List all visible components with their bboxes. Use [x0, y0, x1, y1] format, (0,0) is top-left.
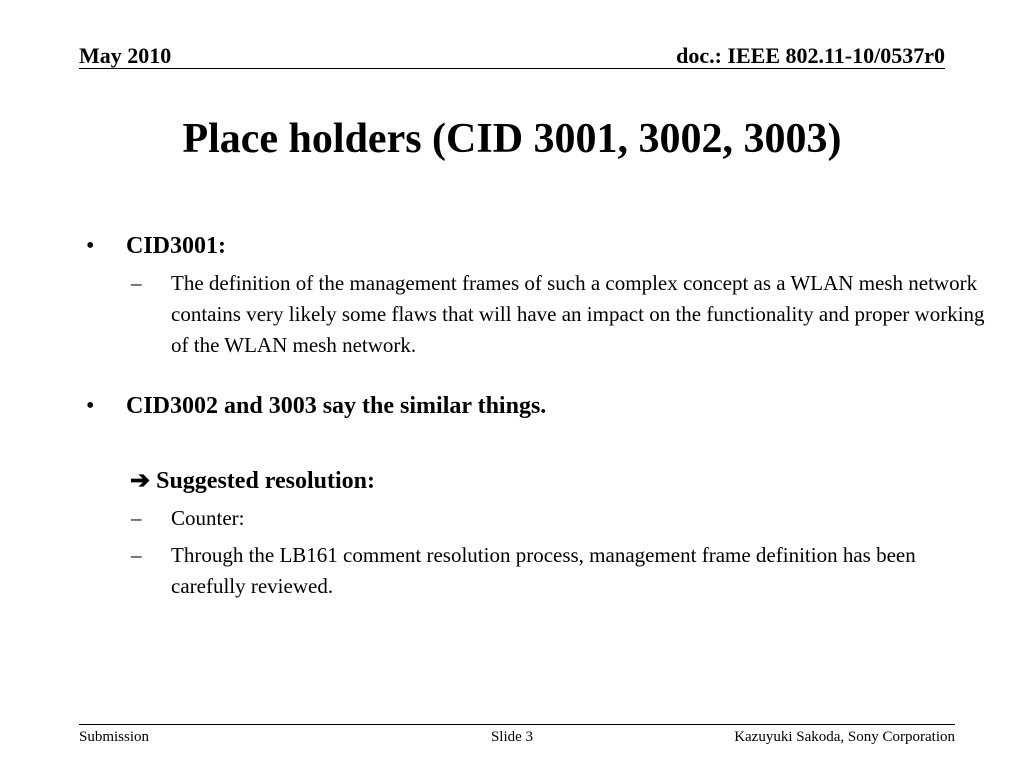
bullet-icon: • [86, 393, 95, 419]
slide-content [86, 230, 986, 602]
resolution-heading-text: Suggested resolution: [156, 468, 376, 494]
bullet-item-cid3001 [86, 230, 986, 262]
header-rule [79, 68, 945, 69]
footer-submission: Submission [79, 729, 150, 745]
dash-icon: – [131, 543, 142, 567]
header-date: May 2010 [79, 43, 172, 68]
arrow-icon: ➔ [130, 468, 151, 494]
bullet-item-cid3002-3003 [86, 390, 986, 422]
sub-item-lb161-review [86, 540, 986, 602]
header-doc-id: doc.: IEEE 802.11-10/0537r0 [676, 43, 945, 68]
footer-slide-number: Slide 3 [490, 729, 534, 745]
sub-item-text: The definition of the management frames of such a complex concept as a WLAN mesh network contains very likely some flaws that will have an impact on the functionality and proper working of the WLAN mesh network. [171, 271, 985, 357]
sub-item-cid3001-description [86, 268, 986, 361]
bullet-icon: • [86, 233, 95, 259]
dash-icon: – [131, 506, 142, 530]
footer-author: Kazuyuki Sakoda, Sony Corporation [734, 729, 955, 745]
sub-item-text: Counter: [171, 506, 245, 530]
dash-icon: – [131, 271, 142, 295]
bullet-heading: CID3001: [126, 233, 226, 259]
sub-item-counter [86, 503, 986, 534]
bullet-heading: CID3002 and 3003 say the similar things. [126, 393, 547, 419]
slide-title: Place holders (CID 3001, 3002, 3003) [182, 116, 842, 162]
footer-rule [79, 724, 955, 725]
sub-item-text: Through the LB161 comment resolution process, management frame definition has been carefully reviewed. [171, 543, 916, 598]
suggested-resolution-heading [86, 465, 986, 497]
